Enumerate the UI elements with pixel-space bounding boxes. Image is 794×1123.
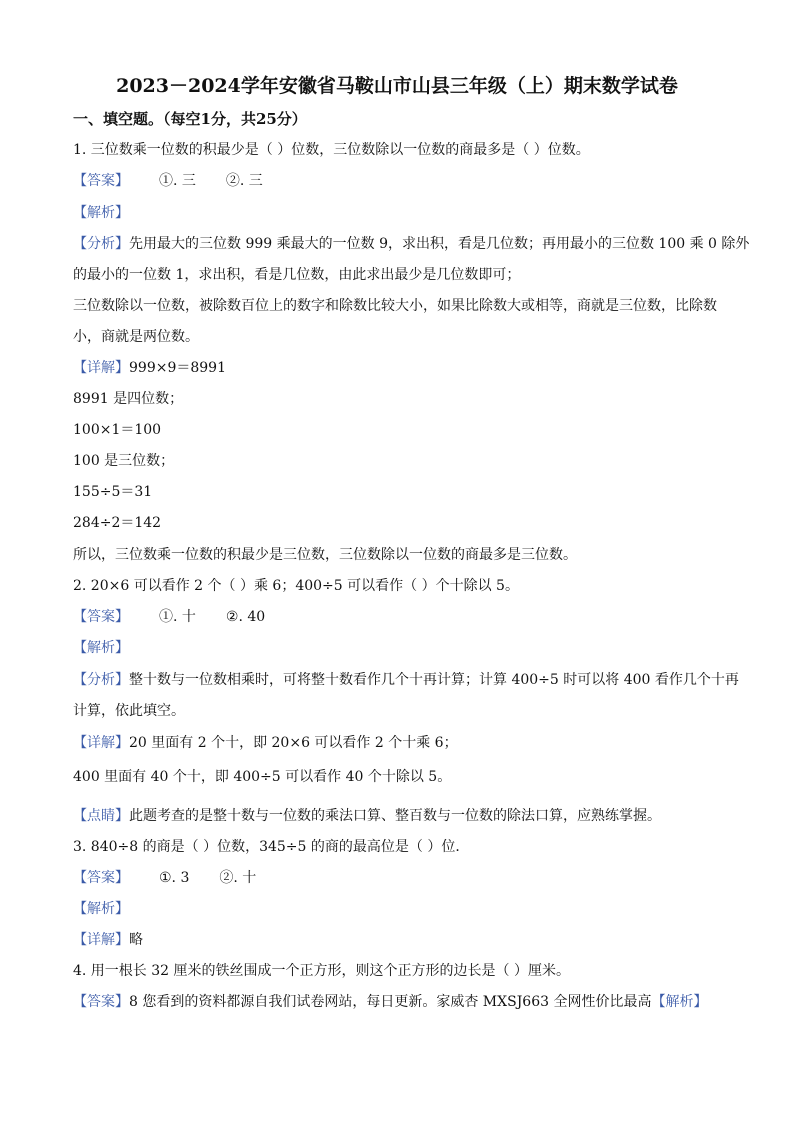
detail-line: 284÷2＝142 <box>73 515 162 531</box>
detail-text: 20 里面有 2 个十，即 20×6 可以看作 2 个十乘 6； <box>129 735 458 751</box>
answer-row-2 <box>73 607 724 627</box>
detail-line: 400 里面有 40 个十，即 400÷5 可以看作 40 个十除以 5。 <box>73 769 452 785</box>
answer-2: ②. 三 <box>225 173 263 189</box>
answer-tag: 【答案】 <box>73 609 129 625</box>
analysis-line: 三位数除以一位数，被除数百位上的数字和除数比较大小，如果比除数大或相等，商就是三位数，比除数 <box>73 298 717 314</box>
analysis-line: 的最小的一位数 1，求出积，看是几位数，由此求出最少是几位数即可； <box>73 267 521 283</box>
detail-line <box>73 358 724 378</box>
question-3: 3. 840÷8 的商是（ ）位数，345÷5 的商的最高位是（ ）位． <box>73 839 470 855</box>
fenxi-text: 先用最大的三位数 999 乘最大的一位数 9，求出积，看是几位数；再用最小的三位数 100 乘 0 除外 <box>129 236 750 252</box>
detail-line: 155÷5＝31 <box>73 484 153 500</box>
detail-line <box>73 930 724 950</box>
analysis-line: 计算，依此填空。 <box>73 703 185 719</box>
question-1: 1. 三位数乘一位数的积最少是（ ）位数，三位数除以一位数的商最多是（ ）位数。 <box>73 142 590 158</box>
analysis-tag: 【解析】 <box>73 640 129 656</box>
answer-row-3 <box>73 868 724 888</box>
section-heading: 一、填空题。（每空1分，共25分） <box>73 110 307 128</box>
detail-line: 100 是三位数； <box>73 453 175 469</box>
fenxi-tag: 【分析】 <box>73 236 129 252</box>
answer-1: ①. 三 <box>159 173 196 189</box>
analysis-line: 小，商就是两位数。 <box>73 329 199 345</box>
xiangjie-tag: 【详解】 <box>73 932 129 948</box>
answer-tag: 【答案】 <box>73 870 129 886</box>
analysis-tag: 【解析】 <box>73 205 129 221</box>
answer-tag: 【答案】 <box>73 173 129 189</box>
analysis-line <box>73 670 739 690</box>
analysis-tag: 【解析】 <box>651 994 708 1010</box>
xiangjie-tag: 【详解】 <box>73 360 129 376</box>
detail-line: 所以，三位数乘一位数的积最少是三位数，三位数除以一位数的商最多是三位数。 <box>73 547 577 563</box>
fenxi-text: 整十数与一位数相乘时，可将整十数看作几个十再计算；计算 400÷5 时可以将 400 看作几个十再 <box>129 672 739 688</box>
answer-row-1 <box>73 171 724 191</box>
dianjing-tag: 【点睛】 <box>73 808 129 824</box>
detail-line: 8991 是四位数； <box>73 391 184 407</box>
answer-text: 8 您看到的资料都源自我们试卷网站，每日更新。家威杏 MXSJ663 全网性价比最高 <box>129 994 652 1010</box>
detail-line: 100×1＝100 <box>73 422 162 438</box>
answer-2: ②. 40 <box>225 609 266 625</box>
answer-1: ①. 3 <box>159 870 190 886</box>
answer-2: ②. 十 <box>219 870 257 886</box>
detail-line <box>73 733 724 753</box>
fenxi-tag: 【分析】 <box>73 672 129 688</box>
page-title: 2023－2024学年安徽省马鞍山市山县三年级（上）期末数学试卷 <box>116 75 678 97</box>
analysis-tag: 【解析】 <box>73 901 129 917</box>
analysis-line <box>73 234 750 254</box>
question-4: 4. 用一根长 32 厘米的铁丝围成一个正方形，则这个正方形的边长是（ ）厘米。 <box>73 963 570 979</box>
xiangjie-tag: 【详解】 <box>73 735 129 751</box>
answer-1: ①. 十 <box>159 609 196 625</box>
answer-tag: 【答案】 <box>73 994 129 1010</box>
question-2: 2. 20×6 可以看作 2 个（ ）乘 6；400÷5 可以看作（ ）个十除以 5。 <box>73 578 519 594</box>
dianjing-line <box>73 806 724 826</box>
detail-text: 999×9＝8991 <box>129 360 226 376</box>
detail-text: 略 <box>129 932 143 948</box>
dianjing-text: 此题考查的是整十数与一位数的乘法口算、整百数与一位数的除法口算，应熟练掌握。 <box>129 808 661 824</box>
answer-row-4 <box>73 992 724 1012</box>
